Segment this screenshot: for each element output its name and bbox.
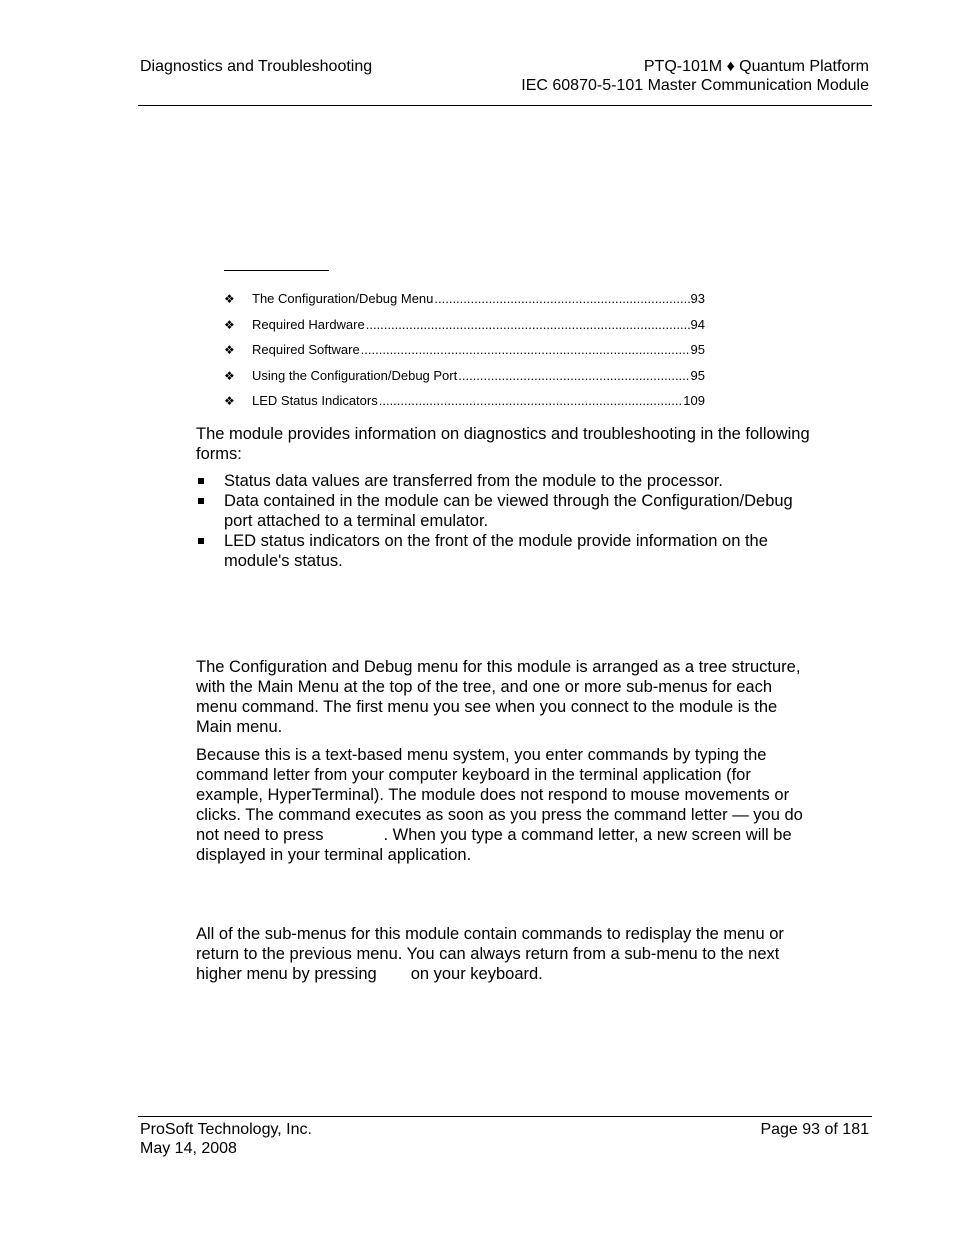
- diamond-bullet-icon: ❖: [224, 343, 235, 357]
- toc-entry[interactable]: [224, 291, 705, 307]
- header-product-subtitle: IEC 60870-5-101 Master Communication Module: [521, 77, 869, 94]
- diamond-bullet-icon: ❖: [224, 368, 235, 383]
- toc-leader-dots: [361, 342, 690, 358]
- list-item-text: LED status indicators on the front of the module provide information on the module's status.: [224, 532, 768, 570]
- toc-entry-title: LED Status Indicators: [252, 393, 378, 408]
- section-navigation: [196, 924, 816, 984]
- toc-leader-dots: [366, 317, 690, 333]
- chapter-toc: [224, 291, 705, 419]
- navigation-paragraph-start: All of the sub-menus for this module contain commands to redisplay the menu or return to the previous menu. You can always return from a sub-menu to the next higher menu by pressing: [196, 925, 784, 983]
- toc-entry-page: 95: [690, 342, 705, 357]
- list-item: [196, 491, 816, 531]
- header-rule: [138, 105, 872, 106]
- toc-entry-page: 94: [690, 316, 705, 332]
- toc-entry-title: Using the Configuration/Debug Port: [252, 367, 458, 383]
- text-menu-paragraph: [196, 745, 816, 865]
- navigation-paragraph-end: on your keyboard.: [410, 965, 543, 983]
- toc-entry-title: The Configuration/Debug Menu: [252, 291, 434, 306]
- diamond-bullet-icon: ❖: [224, 292, 235, 306]
- diamond-bullet-icon: ❖: [224, 317, 235, 332]
- square-bullet-icon: [198, 498, 204, 504]
- section-config-debug-menu: [196, 657, 816, 865]
- square-bullet-icon: [198, 538, 204, 544]
- list-item-text: Status data values are transferred from the module to the processor.: [224, 472, 723, 490]
- diamond-bullet-icon: ❖: [224, 394, 235, 408]
- footer-company: ProSoft Technology, Inc.: [140, 1121, 312, 1138]
- toc-heading-rule: [224, 270, 329, 271]
- toc-entry-page: 95: [690, 367, 705, 383]
- navigation-paragraph: [196, 924, 816, 984]
- text-menu-paragraph-end: . When you type a command letter, a new screen will be displayed in your terminal application.: [196, 826, 792, 864]
- list-item-text: Data contained in the module can be viewed through the Configuration/Debug port attached to a terminal emulator.: [224, 492, 793, 530]
- footer-date: May 14, 2008: [140, 1140, 237, 1157]
- toc-leader-dots: [434, 291, 689, 307]
- intro-bullet-list: [196, 471, 816, 571]
- toc-entry[interactable]: [224, 317, 705, 333]
- toc-entry[interactable]: [224, 342, 705, 358]
- toc-entry-title: Required Hardware: [252, 316, 365, 332]
- list-item: [196, 471, 816, 491]
- footer-rule: [138, 1116, 872, 1117]
- toc-entry-page: 109: [683, 393, 705, 408]
- toc-entry[interactable]: [224, 368, 705, 384]
- toc-entry-page: 93: [690, 291, 705, 306]
- square-bullet-icon: [198, 478, 204, 484]
- toc-leader-dots: [458, 368, 689, 384]
- footer-page-number: Page 93 of 181: [760, 1121, 869, 1138]
- toc-entry-title: Required Software: [252, 342, 360, 357]
- header-product-title: PTQ-101M ♦ Quantum Platform: [643, 58, 869, 75]
- intro-paragraph: [196, 424, 816, 464]
- menu-structure-paragraph: The Configuration and Debug menu for this module is arranged as a tree structure, with the Main Menu at the top of the tree, and one or more sub-menus for each menu command. The first menu you see when you connect to the module is the Main menu.: [196, 658, 801, 736]
- list-item: [196, 531, 816, 571]
- toc-entry[interactable]: [224, 393, 705, 409]
- text-menu-paragraph-start: Because this is a text-based menu system, you enter commands by typing the command letter from your computer keyboard in the terminal application (for example, HyperTerminal). The module does not respond to mouse movements or clicks. The command executes as soon as you press the command letter — you do not need to press: [196, 746, 803, 844]
- toc-leader-dots: [379, 393, 683, 409]
- intro-text: The module provides information on diagnostics and troubleshooting in the following forms:: [196, 425, 810, 463]
- header-left-title: Diagnostics and Troubleshooting: [140, 58, 373, 75]
